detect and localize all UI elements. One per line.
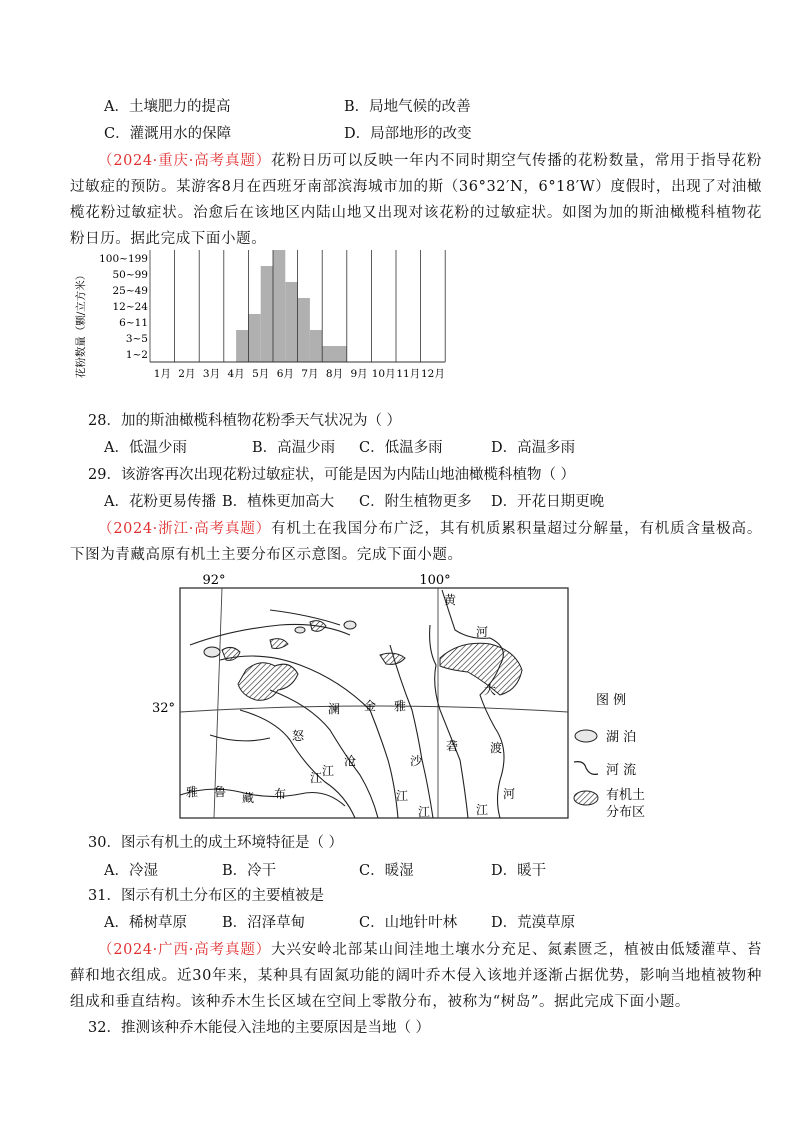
label-yarlung-3: 藏 <box>242 791 255 805</box>
month-label: 12月 <box>420 368 445 380</box>
legend-title: 图 例 <box>596 693 627 708</box>
q28-stem: 28．加的斯油橄榄科植物花粉季天气状况为（ ） <box>88 413 402 429</box>
q27-option-b: B．局地气候的改善 <box>344 99 471 115</box>
label-nu-jiang: 江 <box>322 764 335 778</box>
y-level-label: 3~5 <box>125 333 148 345</box>
label-jinsha-jiang: 江 <box>418 805 431 819</box>
river-huanghe <box>442 590 504 818</box>
chart-ylabel: 花粉数量（颗/立方米） <box>75 269 87 379</box>
q31-option-b: B．沼泽草甸 <box>222 915 306 931</box>
passage-2-text: 有机土在我国分布广泛，其有机质累积量超过分解量，有机质含量极高。下图为青藏高原有机土主要分布区示意图。完成下面小题。 <box>70 521 762 563</box>
passage-2 <box>70 516 762 568</box>
river-tributary-2 <box>210 735 270 741</box>
passage-2-source: （2024·浙江·高考真题） <box>98 521 272 537</box>
legend-river-swatch <box>574 762 598 775</box>
lon-label-100: 100° <box>419 573 451 588</box>
q30-stem: 30．图示有机土的成土环境特征是（ ） <box>88 835 344 851</box>
q30-option-c: C．暖湿 <box>359 863 414 879</box>
label-yalong-jiang: 江 <box>476 803 489 817</box>
label-lan: 澜 <box>328 702 341 716</box>
soil-area-5 <box>380 653 405 664</box>
river-lancang <box>270 690 378 818</box>
month-label: 1月 <box>153 368 171 380</box>
meridian-92 <box>214 588 222 818</box>
q28-option-c: C．低温多雨 <box>359 440 443 456</box>
q31-option-d: D．荒漠草原 <box>491 915 576 931</box>
passage-3 <box>70 937 762 1015</box>
lake-2 <box>344 621 356 629</box>
q27-option-c: C．灌溉用水的保障 <box>104 126 232 142</box>
q31-option-a: A．稀树草原 <box>104 915 187 931</box>
y-level-label: 6~11 <box>119 317 148 329</box>
soil-area-6 <box>270 639 288 649</box>
legend-river-label: 河 流 <box>606 763 637 778</box>
label-da: 大 <box>484 683 497 697</box>
q28-option-b: B．高温少雨 <box>252 440 336 456</box>
pollen-bar <box>273 250 285 362</box>
q29-option-a: A．花粉更易传播 <box>104 494 216 510</box>
y-level-label: 12~24 <box>112 301 148 313</box>
soil-area-1 <box>238 663 298 700</box>
month-label: 7月 <box>301 368 319 380</box>
passage-1-source: （2024·重庆·高考真题） <box>98 153 272 169</box>
pollen-bar <box>285 282 297 362</box>
label-lancang-jiang: 江 <box>396 789 409 803</box>
y-level-label: 25~49 <box>112 285 148 297</box>
month-label: 6月 <box>276 368 294 380</box>
label-dadu-he: 河 <box>503 787 516 801</box>
month-label: 8月 <box>325 368 344 380</box>
pollen-bar <box>248 314 260 362</box>
passage-3-text: 大兴安岭北部某山间洼地土壤水分充足、氮素匮乏，植被由低矮灌草、苔藓和地衣组成。近30年来，某种具有固氮功能的阔叶乔木侵入该地并逐渐占据优势，影响当地植被物种组成和垂直结构。该种乔木生长区域在空间上零散分布，被称为“树岛”。据此完成下面小题。 <box>70 942 762 1010</box>
month-label: 3月 <box>202 368 221 380</box>
lat-label-32: 32° <box>152 701 176 716</box>
label-yarlung-2: 鲁 <box>214 785 227 799</box>
label-nu: 怒 <box>292 729 305 743</box>
label-he: 河 <box>476 625 489 639</box>
legend-soil-swatch <box>574 791 598 805</box>
q27-option-d: D．局部地形的改变 <box>344 126 472 142</box>
pollen-bar <box>310 330 322 362</box>
pollen-bar <box>322 346 334 362</box>
label-sha: 沙 <box>410 754 423 768</box>
q31-option-c: C．山地针叶林 <box>359 915 458 931</box>
legend-lake-label: 湖 泊 <box>606 730 637 745</box>
legend-soil-label-2: 分布区 <box>606 805 646 820</box>
organic-soil-map <box>150 570 670 830</box>
q30-option-a: A．冷湿 <box>104 863 158 879</box>
q30-option-d: D．暖干 <box>491 863 547 879</box>
legend-soil-label-1: 有机土 <box>606 788 646 803</box>
label-cang: 沧 <box>344 754 357 768</box>
month-label: 4月 <box>227 368 245 380</box>
q29-option-b: B．植株更加高大 <box>222 494 335 510</box>
passage-1-text: 花粉日历可以反映一年内不同时期空气传播的花粉数量，常用于指导花粉过敏症的预防。某游客8月在西班牙南部滨海城市加的斯（36°32′N，6°18′W）度假时，出现了对油橄榄花粉过敏症状。治愈后在该地区内陆山地又出现对该花粉的过敏症状。如图为加的斯油橄榄科植物花粉日历。据此完成下面小题。 <box>70 153 762 247</box>
y-level-label: 50~99 <box>112 269 148 281</box>
q31-stem: 31．图示有机土分布区的主要植被是 <box>88 888 324 904</box>
q29-option-d: D．开花日期更晚 <box>491 494 605 510</box>
river-tributary-1 <box>270 610 340 625</box>
river-yarlung <box>180 789 345 806</box>
q28-option-d: D．高温多雨 <box>491 440 576 456</box>
label-ya: 雅 <box>394 699 407 713</box>
q29-option-c: C．附生植物更多 <box>359 494 472 510</box>
lake-3 <box>295 627 305 633</box>
month-label: 9月 <box>350 368 368 380</box>
pollen-bar <box>335 346 347 362</box>
label-huang: 黄 <box>444 593 457 607</box>
label-yarlung-5: 江 <box>310 771 323 785</box>
passage-3-source: （2024·广西·高考真题） <box>98 942 272 958</box>
q32-stem: 32．推测该种乔木能侵入洼地的主要原因是当地（ ） <box>88 1020 431 1036</box>
soil-area-3 <box>310 621 326 632</box>
y-level-label: 100~199 <box>99 253 148 265</box>
label-yarlung-1: 雅 <box>186 785 199 799</box>
pollen-bar <box>236 330 248 362</box>
month-label: 11月 <box>396 368 421 380</box>
q30-option-b: B．冷干 <box>222 863 277 879</box>
y-level-label: 1~2 <box>125 349 148 361</box>
lon-label-92: 92° <box>202 573 226 588</box>
q29-stem: 29．该游客再次出现花粉过敏症状，可能是因为内陆山地油橄榄科植物（ ） <box>88 467 576 483</box>
label-yarlung-4: 布 <box>274 787 287 801</box>
label-du: 渡 <box>490 741 503 755</box>
passage-1 <box>70 148 762 252</box>
pollen-bar <box>298 298 310 362</box>
month-label: 10月 <box>371 368 396 380</box>
label-long: 砻 <box>446 739 459 753</box>
legend-lake-swatch <box>575 730 597 742</box>
pollen-bar <box>261 266 273 362</box>
pollen-calendar-chart <box>70 246 460 396</box>
soil-area-4 <box>440 643 522 695</box>
q28-option-a: A．低温少雨 <box>104 440 187 456</box>
month-label: 5月 <box>252 368 270 380</box>
lake-1 <box>204 647 220 657</box>
river-nu <box>240 710 355 818</box>
q27-option-a: A．土壤肥力的提高 <box>104 99 231 115</box>
label-jin: 金 <box>364 699 377 713</box>
month-label: 2月 <box>178 368 196 380</box>
